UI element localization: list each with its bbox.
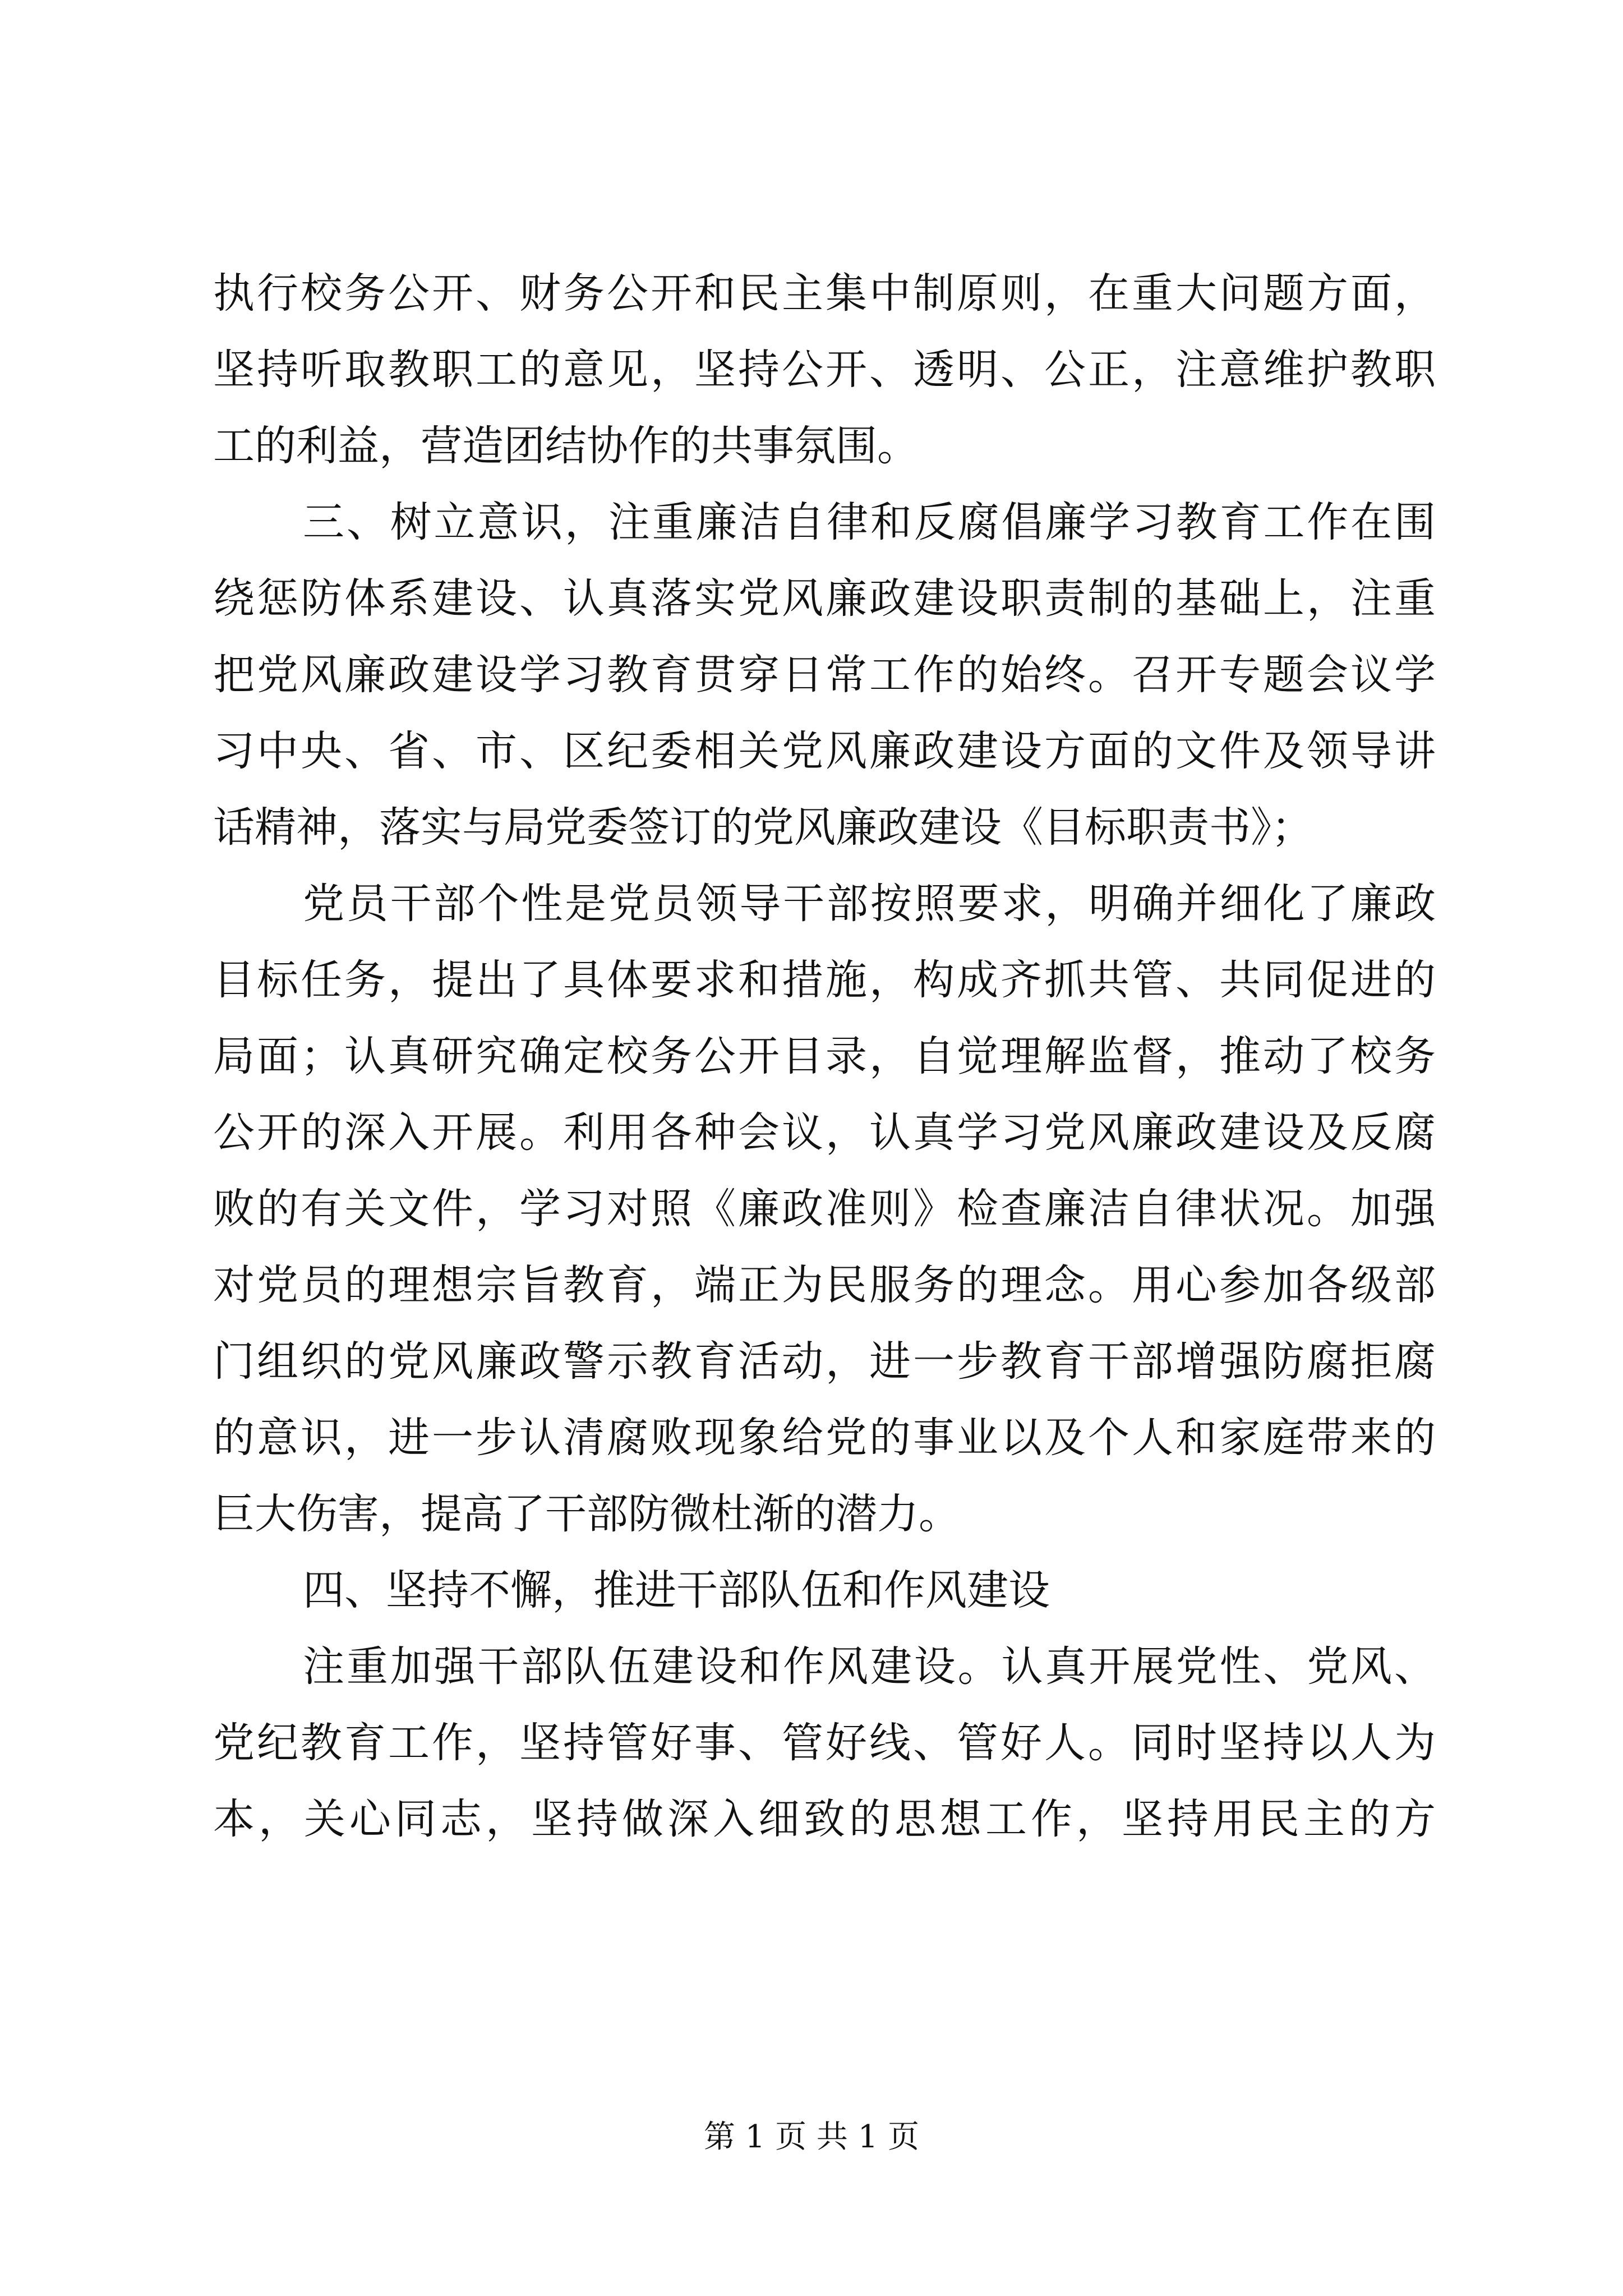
text-line: 公开的深入开展。利用各种会议，认真学习党风廉政建设及反腐 [213, 1108, 1436, 1157]
text-line: 的意识，进一步认清腐败现象给党的事业以及个人和家庭带来的 [213, 1414, 1436, 1462]
text-line: 坚持听取教职工的意见，坚持公开、透明、公正，注意维护教职 [213, 346, 1436, 394]
text-line: 党员干部个性是党员领导干部按照要求，明确并细化了廉政 [303, 880, 1436, 928]
document-body [213, 255, 1436, 1857]
text-line: 目标任务，提出了具体要求和措施，构成齐抓共管、共同促进的 [213, 956, 1436, 1004]
text-line: 绕惩防体系建设、认真落实党风廉政建设职责制的基础上，注重 [213, 574, 1436, 623]
text-line: 习中央、省、市、区纪委相关党风廉政建设方面的文件及领导讲 [213, 727, 1436, 775]
text-line: 把党风廉政建设学习教育贯穿日常工作的始终。召开专题会议学 [213, 651, 1436, 699]
text-line: 执行校务公开、财务公开和民主集中制原则，在重大问题方面， [213, 269, 1436, 318]
text-line: 对党员的理想宗旨教育，端正为民服务的理念。用心参加各级部 [213, 1261, 1436, 1309]
text-line: 党纪教育工作，坚持管好事、管好线、管好人。同时坚持以人为 [213, 1719, 1436, 1767]
text-line: 门组织的党风廉政警示教育活动，进一步教育干部增强防腐拒腐 [213, 1337, 1436, 1386]
text-line: 本，关心同志，坚持做深入细致的思想工作，坚持用民主的方 [213, 1795, 1436, 1843]
text-line: 注重加强干部队伍建设和作风建设。认真开展党性、党风、 [303, 1642, 1436, 1691]
text-line: 话精神，落实与局党委签订的党风廉政建设《目标职责书》； [213, 803, 1313, 852]
text-line: 局面；认真研究确定校务公开目录，自觉理解监督，推动了校务 [213, 1032, 1436, 1080]
page-footer: 第 1 页 共 1 页 [703, 2119, 920, 2155]
text-line: 四、坚持不懈，推进干部队伍和作风建设 [303, 1566, 1050, 1614]
text-line: 败的有关文件，学习对照《廉政准则》检查廉洁自律状况。加强 [213, 1185, 1436, 1233]
text-line: 三、树立意识，注重廉洁自律和反腐倡廉学习教育工作在围 [303, 498, 1436, 546]
text-line: 巨大伤害，提高了干部防微杜渐的潜力。 [213, 1490, 960, 1538]
text-line: 工的利益，营造团结协作的共事氛围。 [213, 422, 919, 470]
